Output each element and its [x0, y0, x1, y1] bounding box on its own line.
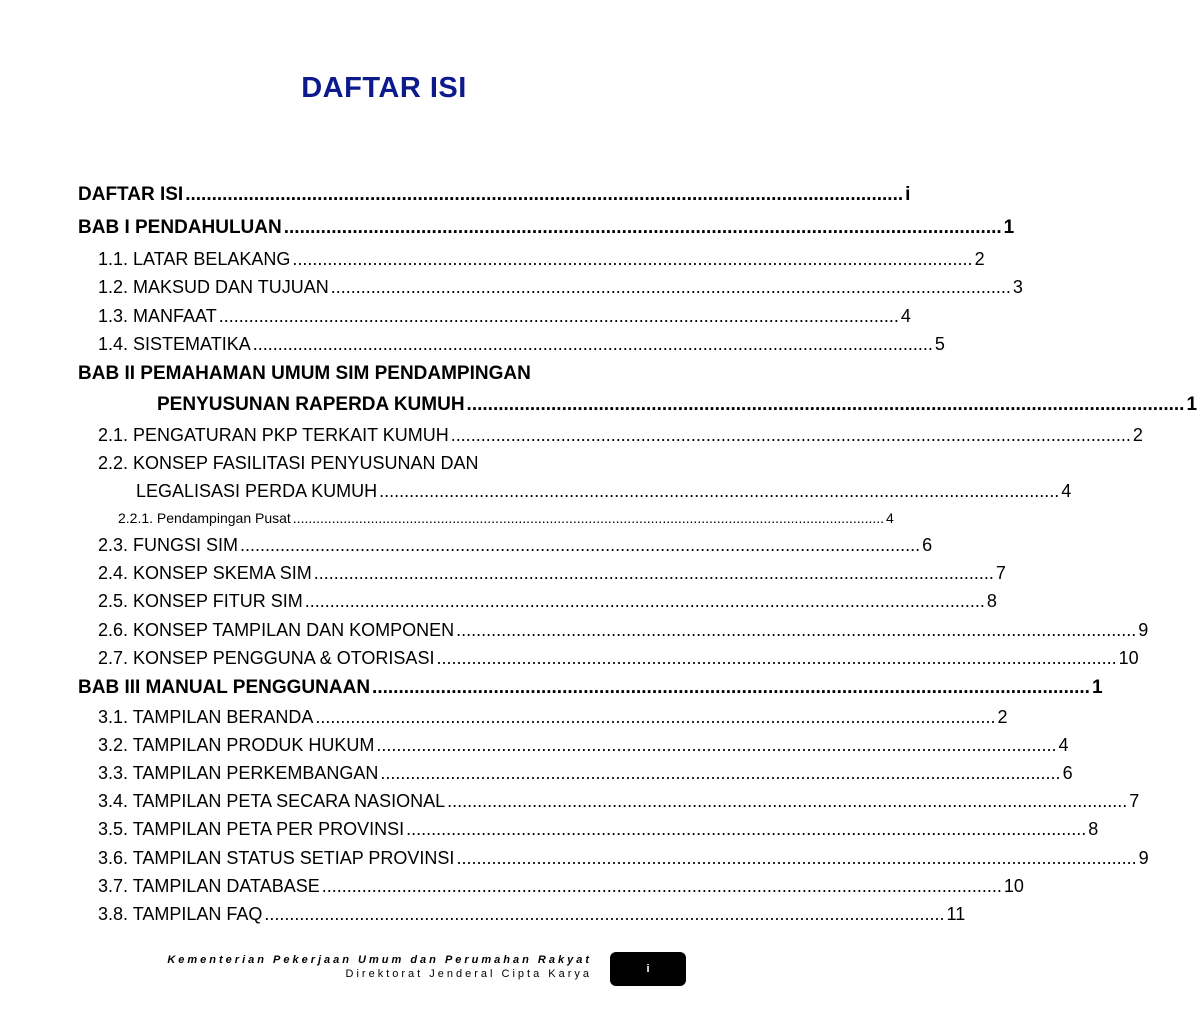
- toc-entry-label: 3.2. TAMPILAN PRODUK HUKUM: [98, 735, 375, 755]
- toc-entry-page: 4: [886, 510, 894, 526]
- toc-entry-page: 2: [1132, 425, 1143, 445]
- toc-entry-page: 1: [1091, 677, 1103, 698]
- leader-dots: ........................................................................................................................................: [240, 535, 921, 555]
- toc-entry-label: 3.7. TAMPILAN DATABASE: [98, 876, 320, 896]
- toc-entry-page: 10: [1118, 648, 1139, 668]
- leader-dots: ........................................................................................................................................: [450, 425, 1131, 445]
- toc-entry-label: 3.5. TAMPILAN PETA PER PROVINSI: [98, 819, 405, 839]
- toc-entry-label: 1.2. MAKSUD DAN TUJUAN: [98, 277, 329, 297]
- footer-directorate: Direktorat Jenderal Cipta Karya: [345, 968, 592, 980]
- toc-entry-label: PENYUSUNAN RAPERDA KUMUH: [157, 394, 465, 415]
- toc-entry-3-5[interactable]: [98, 819, 1099, 840]
- page-number-badge: [610, 952, 686, 986]
- toc-entry-page: 6: [1062, 763, 1073, 783]
- toc-entry-label: 3.8. TAMPILAN FAQ: [98, 904, 263, 924]
- toc-entry-page: 3: [1012, 277, 1023, 297]
- toc-entry-3-8[interactable]: [98, 904, 966, 925]
- leader-dots: ........................................................................................................................................: [466, 394, 1185, 415]
- toc-entry-label: 2.6. KONSEP TAMPILAN DAN KOMPONEN: [98, 620, 455, 640]
- toc-entry-page: 9: [1138, 620, 1149, 640]
- toc-entry-1-4[interactable]: [98, 334, 945, 355]
- toc-entry-page: 5: [934, 334, 945, 354]
- toc-entry-2-5[interactable]: [98, 591, 997, 612]
- toc-entry-3-1[interactable]: [98, 707, 1008, 728]
- toc-entry-page: 1: [1186, 394, 1197, 415]
- toc-entry-page: 2: [997, 707, 1008, 727]
- toc-entry-label: DAFTAR ISI: [78, 184, 184, 205]
- leader-dots: ........................................................................................................................................: [185, 184, 904, 205]
- toc-entry-2-2[interactable]: [136, 481, 1072, 502]
- toc-entry-label: 3.1. TAMPILAN BERANDA: [98, 707, 314, 727]
- toc-entry-3-6[interactable]: [98, 848, 1149, 869]
- page-title: DAFTAR ISI: [301, 72, 467, 104]
- leader-dots: ........................................................................................................................................: [380, 763, 1061, 783]
- toc-entry-page: 8: [1088, 819, 1099, 839]
- leader-dots: ........................................................................................................................................: [321, 876, 1002, 896]
- toc-entry-page: 4: [900, 306, 911, 326]
- toc-entry-label: 3.4. TAMPILAN PETA SECARA NASIONAL: [98, 791, 446, 811]
- toc-entry-label: 2.1. PENGATURAN PKP TERKAIT KUMUH: [98, 425, 449, 445]
- toc-entry-daftar-isi[interactable]: [78, 184, 911, 206]
- leader-dots: ........................................................................................................................................: [315, 707, 996, 727]
- leader-dots: ........................................................................................................................................: [218, 306, 899, 326]
- toc-entry-2-7[interactable]: [98, 648, 1139, 669]
- leader-dots: ........................................................................................................................................: [292, 249, 973, 269]
- leader-dots: ........................................................................................................................................: [304, 591, 985, 611]
- leader-dots: ........................................................................................................................................................: [292, 510, 885, 526]
- toc-entry-bab-2[interactable]: [157, 394, 1197, 416]
- toc-entry-2-4[interactable]: [98, 563, 1006, 584]
- toc-entry-label: 2.7. KONSEP PENGGUNA & OTORISASI: [98, 648, 435, 668]
- toc-entry-label: BAB I PENDAHULUAN: [78, 217, 282, 238]
- toc-entry-1-2[interactable]: [98, 277, 1023, 298]
- toc-entry-bab-1[interactable]: [78, 217, 1015, 239]
- toc-entry-label: 2.3. FUNGSI SIM: [98, 535, 239, 555]
- leader-dots: ........................................................................................................................................: [456, 848, 1137, 868]
- leader-dots: ........................................................................................................................................: [372, 677, 1090, 698]
- toc-entry-page: 11: [946, 904, 966, 924]
- toc-entry-label: 3.3. TAMPILAN PERKEMBANGAN: [98, 763, 379, 783]
- toc-entry-label: LEGALISASI PERDA KUMUH: [136, 481, 378, 501]
- toc-entry-2-2-1[interactable]: [118, 510, 894, 526]
- toc-entry-2-6[interactable]: [98, 620, 1149, 641]
- leader-dots: ........................................................................................................................................: [264, 904, 945, 924]
- toc-entry-3-7[interactable]: [98, 876, 1024, 897]
- toc-entry-3-2[interactable]: [98, 735, 1069, 756]
- toc-entry-page: 9: [1138, 848, 1149, 868]
- toc-entry-3-3[interactable]: [98, 763, 1073, 784]
- toc-entry-page: 1: [1003, 217, 1015, 238]
- leader-dots: ........................................................................................................................................: [313, 563, 994, 583]
- toc-entry-page: i: [905, 184, 911, 205]
- leader-dots: ........................................................................................................................................: [456, 620, 1137, 640]
- toc-entry-label: 1.3. MANFAAT: [98, 306, 217, 326]
- toc-entry-page: 2: [974, 249, 985, 269]
- leader-dots: ........................................................................................................................................: [436, 648, 1117, 668]
- toc-entry-label: 1.4. SISTEMATIKA: [98, 334, 251, 354]
- toc-entry-2-1[interactable]: [98, 425, 1143, 446]
- toc-entry-3-4[interactable]: [98, 791, 1140, 812]
- leader-dots: ........................................................................................................................................: [447, 791, 1128, 811]
- toc-entry-page: 4: [1058, 735, 1069, 755]
- toc-entry-page: 10: [1003, 876, 1024, 896]
- leader-dots: ........................................................................................................................................: [406, 819, 1087, 839]
- toc-entry-label: 2.2.1. Pendampingan Pusat: [118, 510, 291, 526]
- toc-entry-page: 7: [995, 563, 1006, 583]
- toc-entry-label: 3.6. TAMPILAN STATUS SETIAP PROVINSI: [98, 848, 455, 868]
- toc-entry-1-1[interactable]: [98, 249, 985, 270]
- toc-entry-label: 1.1. LATAR BELAKANG: [98, 249, 291, 269]
- toc-entry-bab-2-line1[interactable]: BAB II PEMAHAMAN UMUM SIM PENDAMPINGAN: [78, 363, 531, 384]
- toc-entry-label: 2.4. KONSEP SKEMA SIM: [98, 563, 312, 583]
- toc-entry-label: 2.5. KONSEP FITUR SIM: [98, 591, 303, 611]
- toc-entry-bab-3[interactable]: [78, 677, 1103, 699]
- toc-entry-page: 7: [1129, 791, 1140, 811]
- leader-dots: ........................................................................................................................................: [330, 277, 1011, 297]
- page-number: i: [646, 963, 650, 975]
- footer-ministry: Kementerian Pekerjaan Umum dan Perumahan Rakyat: [167, 954, 592, 966]
- toc-entry-page: 8: [986, 591, 997, 611]
- toc-entry-1-3[interactable]: [98, 306, 911, 327]
- toc-entry-page: 4: [1061, 481, 1072, 501]
- toc-entry-label: BAB III MANUAL PENGGUNAAN: [78, 677, 371, 698]
- toc-entry-2-3[interactable]: [98, 535, 933, 556]
- leader-dots: ........................................................................................................................................: [376, 735, 1057, 755]
- leader-dots: ........................................................................................................................................: [252, 334, 933, 354]
- toc-entry-page: 6: [922, 535, 933, 555]
- leader-dots: ........................................................................................................................................: [379, 481, 1060, 501]
- toc-entry-2-2-line1[interactable]: 2.2. KONSEP FASILITASI PENYUSUNAN DAN: [98, 453, 479, 473]
- leader-dots: ........................................................................................................................................: [283, 217, 1002, 238]
